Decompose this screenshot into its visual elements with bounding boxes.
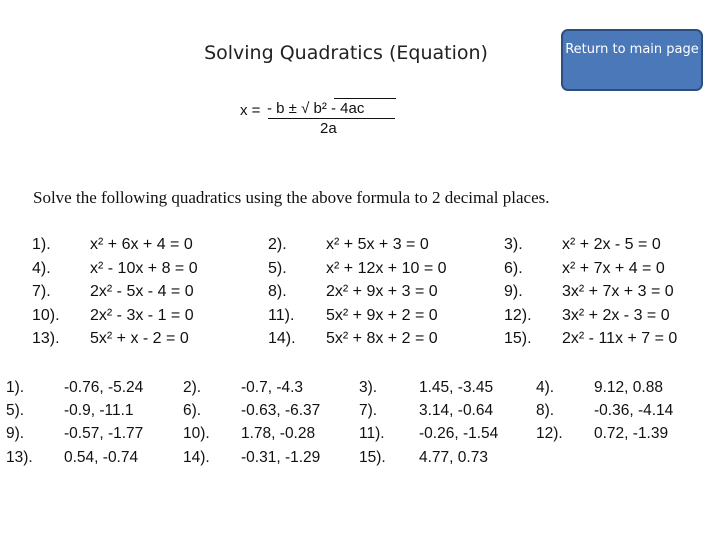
answer-value: 1.78, -0.28 bbox=[241, 425, 316, 443]
question-equation: 5x² + 8x + 2 = 0 bbox=[326, 330, 438, 348]
question-number: 14). bbox=[268, 330, 296, 348]
fraction-bar bbox=[268, 118, 395, 119]
question-number: 13). bbox=[32, 330, 60, 348]
question-equation: 5x² + 9x + 2 = 0 bbox=[326, 306, 438, 324]
answer-value: 3.14, -0.64 bbox=[419, 402, 494, 420]
answer-number: 15). bbox=[359, 448, 386, 466]
quadratic-formula bbox=[240, 95, 410, 145]
question-equation: x² + 2x - 5 = 0 bbox=[562, 236, 661, 253]
answer-number: 14). bbox=[183, 448, 210, 466]
answer-number: 11). bbox=[359, 425, 385, 443]
answer-number: 4). bbox=[536, 379, 555, 396]
question-number: 7). bbox=[32, 283, 51, 301]
root-vinculum bbox=[334, 98, 396, 99]
answer-value: 1.45, -3.45 bbox=[419, 379, 494, 396]
question-equation: x² + 7x + 4 = 0 bbox=[562, 259, 665, 277]
answer-number: 3). bbox=[359, 379, 378, 396]
question-number: 8). bbox=[268, 283, 287, 301]
question-number: 9). bbox=[504, 283, 523, 301]
formula-denominator: 2a bbox=[320, 120, 337, 137]
question-equation: 2x² - 5x - 4 = 0 bbox=[90, 283, 194, 301]
answer-value: 0.72, -1.39 bbox=[594, 425, 669, 443]
answer-number: 6). bbox=[183, 402, 202, 420]
answer-number: 13). bbox=[6, 448, 33, 466]
question-equation: x² + 5x + 3 = 0 bbox=[326, 236, 429, 253]
answer-number: 5). bbox=[6, 402, 25, 420]
question-equation: 2x² - 11x + 7 = 0 bbox=[562, 330, 678, 348]
answer-number: 7). bbox=[359, 402, 378, 420]
answer-value: 9.12, 0.88 bbox=[594, 379, 663, 396]
answer-value: -0.63, -6.37 bbox=[241, 402, 321, 420]
question-equation: 3x² + 2x - 3 = 0 bbox=[562, 306, 670, 324]
question-equation: 5x² + x - 2 = 0 bbox=[90, 330, 189, 348]
question-number: 3). bbox=[504, 236, 523, 253]
question-number: 11). bbox=[268, 306, 295, 324]
answer-number: 10). bbox=[183, 425, 210, 443]
question-number: 1). bbox=[32, 236, 51, 253]
answer-value: -0.76, -5.24 bbox=[64, 379, 144, 396]
answer-number: 2). bbox=[183, 379, 202, 396]
instructions: Solve the following quadratics using the above formula to 2 decimal places. bbox=[33, 188, 550, 207]
answer-number: 8). bbox=[536, 402, 555, 420]
question-equation: 3x² + 7x + 3 = 0 bbox=[562, 283, 674, 301]
answer-value: 0.54, -0.74 bbox=[64, 448, 139, 466]
question-number: 12). bbox=[504, 306, 532, 324]
question-number: 6). bbox=[504, 259, 523, 277]
answer-value: 4.77, 0.73 bbox=[419, 448, 488, 466]
question-equation: 2x² - 3x - 1 = 0 bbox=[90, 306, 194, 324]
question-number: 5). bbox=[268, 259, 287, 277]
answer-value: -0.26, -1.54 bbox=[419, 425, 499, 443]
question-number: 2). bbox=[268, 236, 287, 253]
answer-value: -0.31, -1.29 bbox=[241, 448, 321, 466]
question-number: 10). bbox=[32, 306, 60, 324]
formula-lhs: x = bbox=[240, 102, 261, 119]
answer-value: -0.57, -1.77 bbox=[64, 425, 144, 443]
answer-value: -0.7, -4.3 bbox=[241, 379, 304, 396]
question-number: 4). bbox=[32, 259, 51, 277]
answer-value: -0.9, -11.1 bbox=[64, 402, 134, 420]
return-to-main-page-button[interactable]: Return to main page bbox=[561, 29, 703, 91]
formula-numerator: - b ± √ b² - 4ac bbox=[267, 100, 365, 117]
answer-number: 1). bbox=[6, 379, 25, 396]
question-equation: 2x² + 9x + 3 = 0 bbox=[326, 283, 438, 301]
answer-number: 9). bbox=[6, 425, 25, 443]
answer-value: -0.36, -4.14 bbox=[594, 402, 674, 420]
question-equation: x² + 12x + 10 = 0 bbox=[326, 259, 447, 277]
question-number: 15). bbox=[504, 330, 532, 348]
question-equation: x² - 10x + 8 = 0 bbox=[90, 259, 198, 277]
answer-number: 12). bbox=[536, 425, 563, 443]
question-equation: x² + 6x + 4 = 0 bbox=[90, 236, 193, 253]
page-title: Solving Quadratics (Equation) bbox=[204, 42, 488, 64]
